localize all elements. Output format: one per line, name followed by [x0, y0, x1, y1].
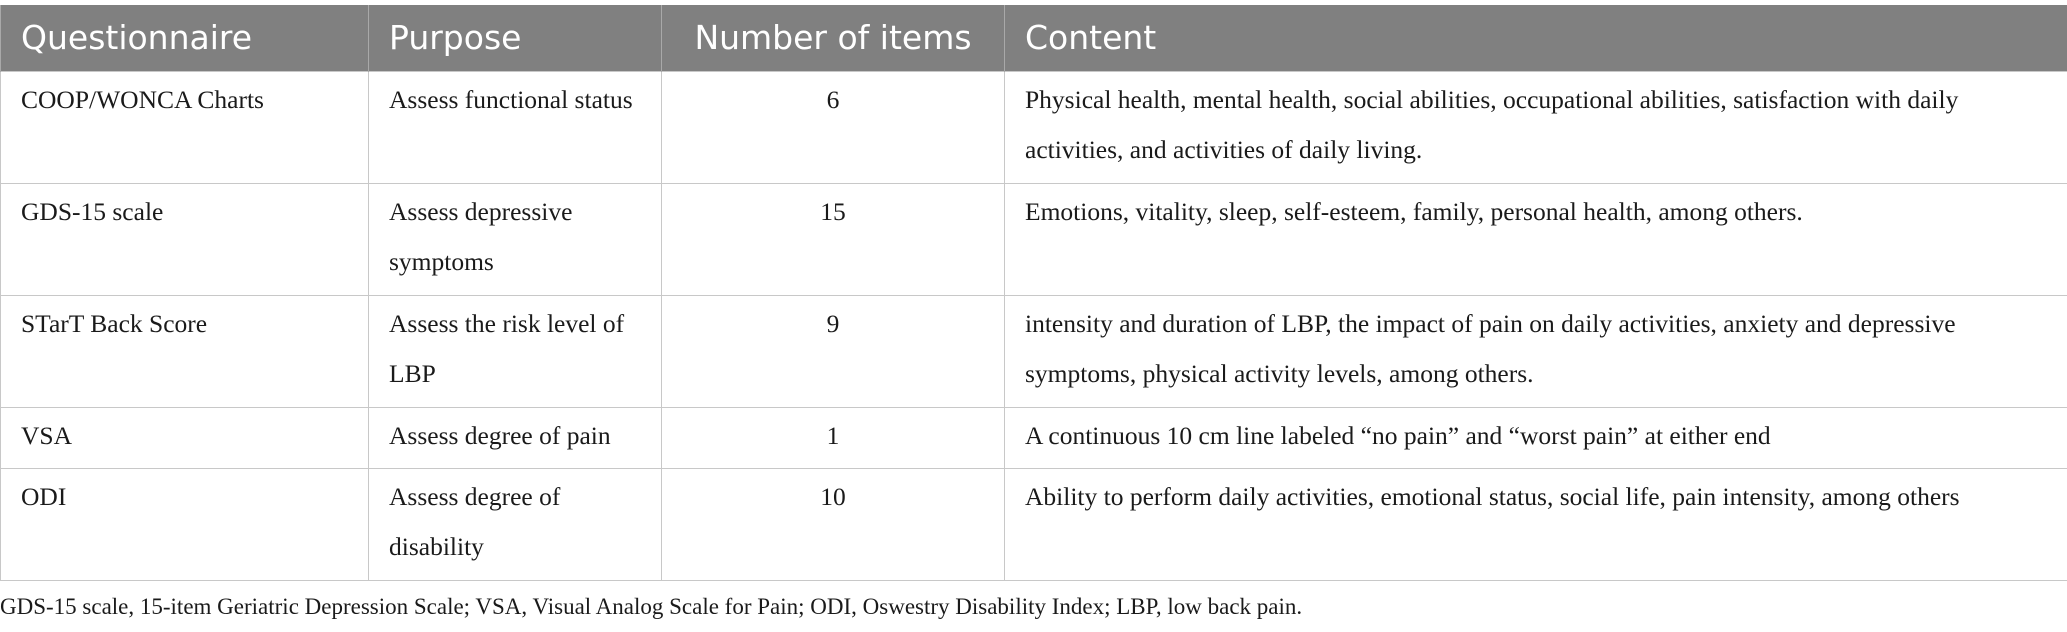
- cell-questionnaire: GDS-15 scale: [1, 183, 369, 295]
- cell-questionnaire: STarT Back Score: [1, 295, 369, 407]
- cell-purpose: Assess the risk level of LBP: [369, 295, 662, 407]
- cell-content: A continuous 10 cm line labeled “no pain” and “worst pain” at either end: [1005, 407, 2067, 468]
- header-number-of-items: Number of items: [662, 5, 1005, 71]
- cell-purpose: Assess degree of disability: [369, 468, 662, 580]
- table-row: [1, 183, 2067, 295]
- cell-content: Ability to perform daily activities, emotional status, social life, pain intensity, among others: [1005, 468, 2067, 580]
- cell-content: Emotions, vitality, sleep, self-esteem, family, personal health, among others.: [1005, 183, 2067, 295]
- cell-items: 15: [662, 183, 1005, 295]
- table-footnote: GDS-15 scale, 15-item Geriatric Depression Scale; VSA, Visual Analog Scale for Pain; ODI, Oswestry Disability Index; LBP, low back pain.: [0, 594, 1303, 619]
- cell-items: 1: [662, 407, 1005, 468]
- header-purpose: Purpose: [369, 5, 662, 71]
- header-content: Content: [1005, 5, 2067, 71]
- table-row: [1, 71, 2067, 183]
- cell-questionnaire: VSA: [1, 407, 369, 468]
- questionnaire-table-container: [0, 5, 2067, 581]
- cell-content: intensity and duration of LBP, the impact of pain on daily activities, anxiety and depressive symptoms, physical activity levels, among others.: [1005, 295, 2067, 407]
- cell-items: 9: [662, 295, 1005, 407]
- table-row: [1, 295, 2067, 407]
- cell-questionnaire: ODI: [1, 468, 369, 580]
- table-row: [1, 468, 2067, 580]
- header-row: [1, 5, 2067, 71]
- cell-content: Physical health, mental health, social abilities, occupational abilities, satisfaction with daily activities, and activities of daily living.: [1005, 71, 2067, 183]
- cell-questionnaire: COOP/WONCA Charts: [1, 71, 369, 183]
- cell-purpose: Assess depressive symptoms: [369, 183, 662, 295]
- table-row: [1, 407, 2067, 468]
- cell-items: 10: [662, 468, 1005, 580]
- table-header: [1, 5, 2067, 71]
- cell-purpose: Assess functional status: [369, 71, 662, 183]
- questionnaire-table: [0, 5, 2067, 581]
- cell-items: 6: [662, 71, 1005, 183]
- cell-purpose: Assess degree of pain: [369, 407, 662, 468]
- table-body: [1, 71, 2067, 580]
- header-questionnaire: Questionnaire: [1, 5, 369, 71]
